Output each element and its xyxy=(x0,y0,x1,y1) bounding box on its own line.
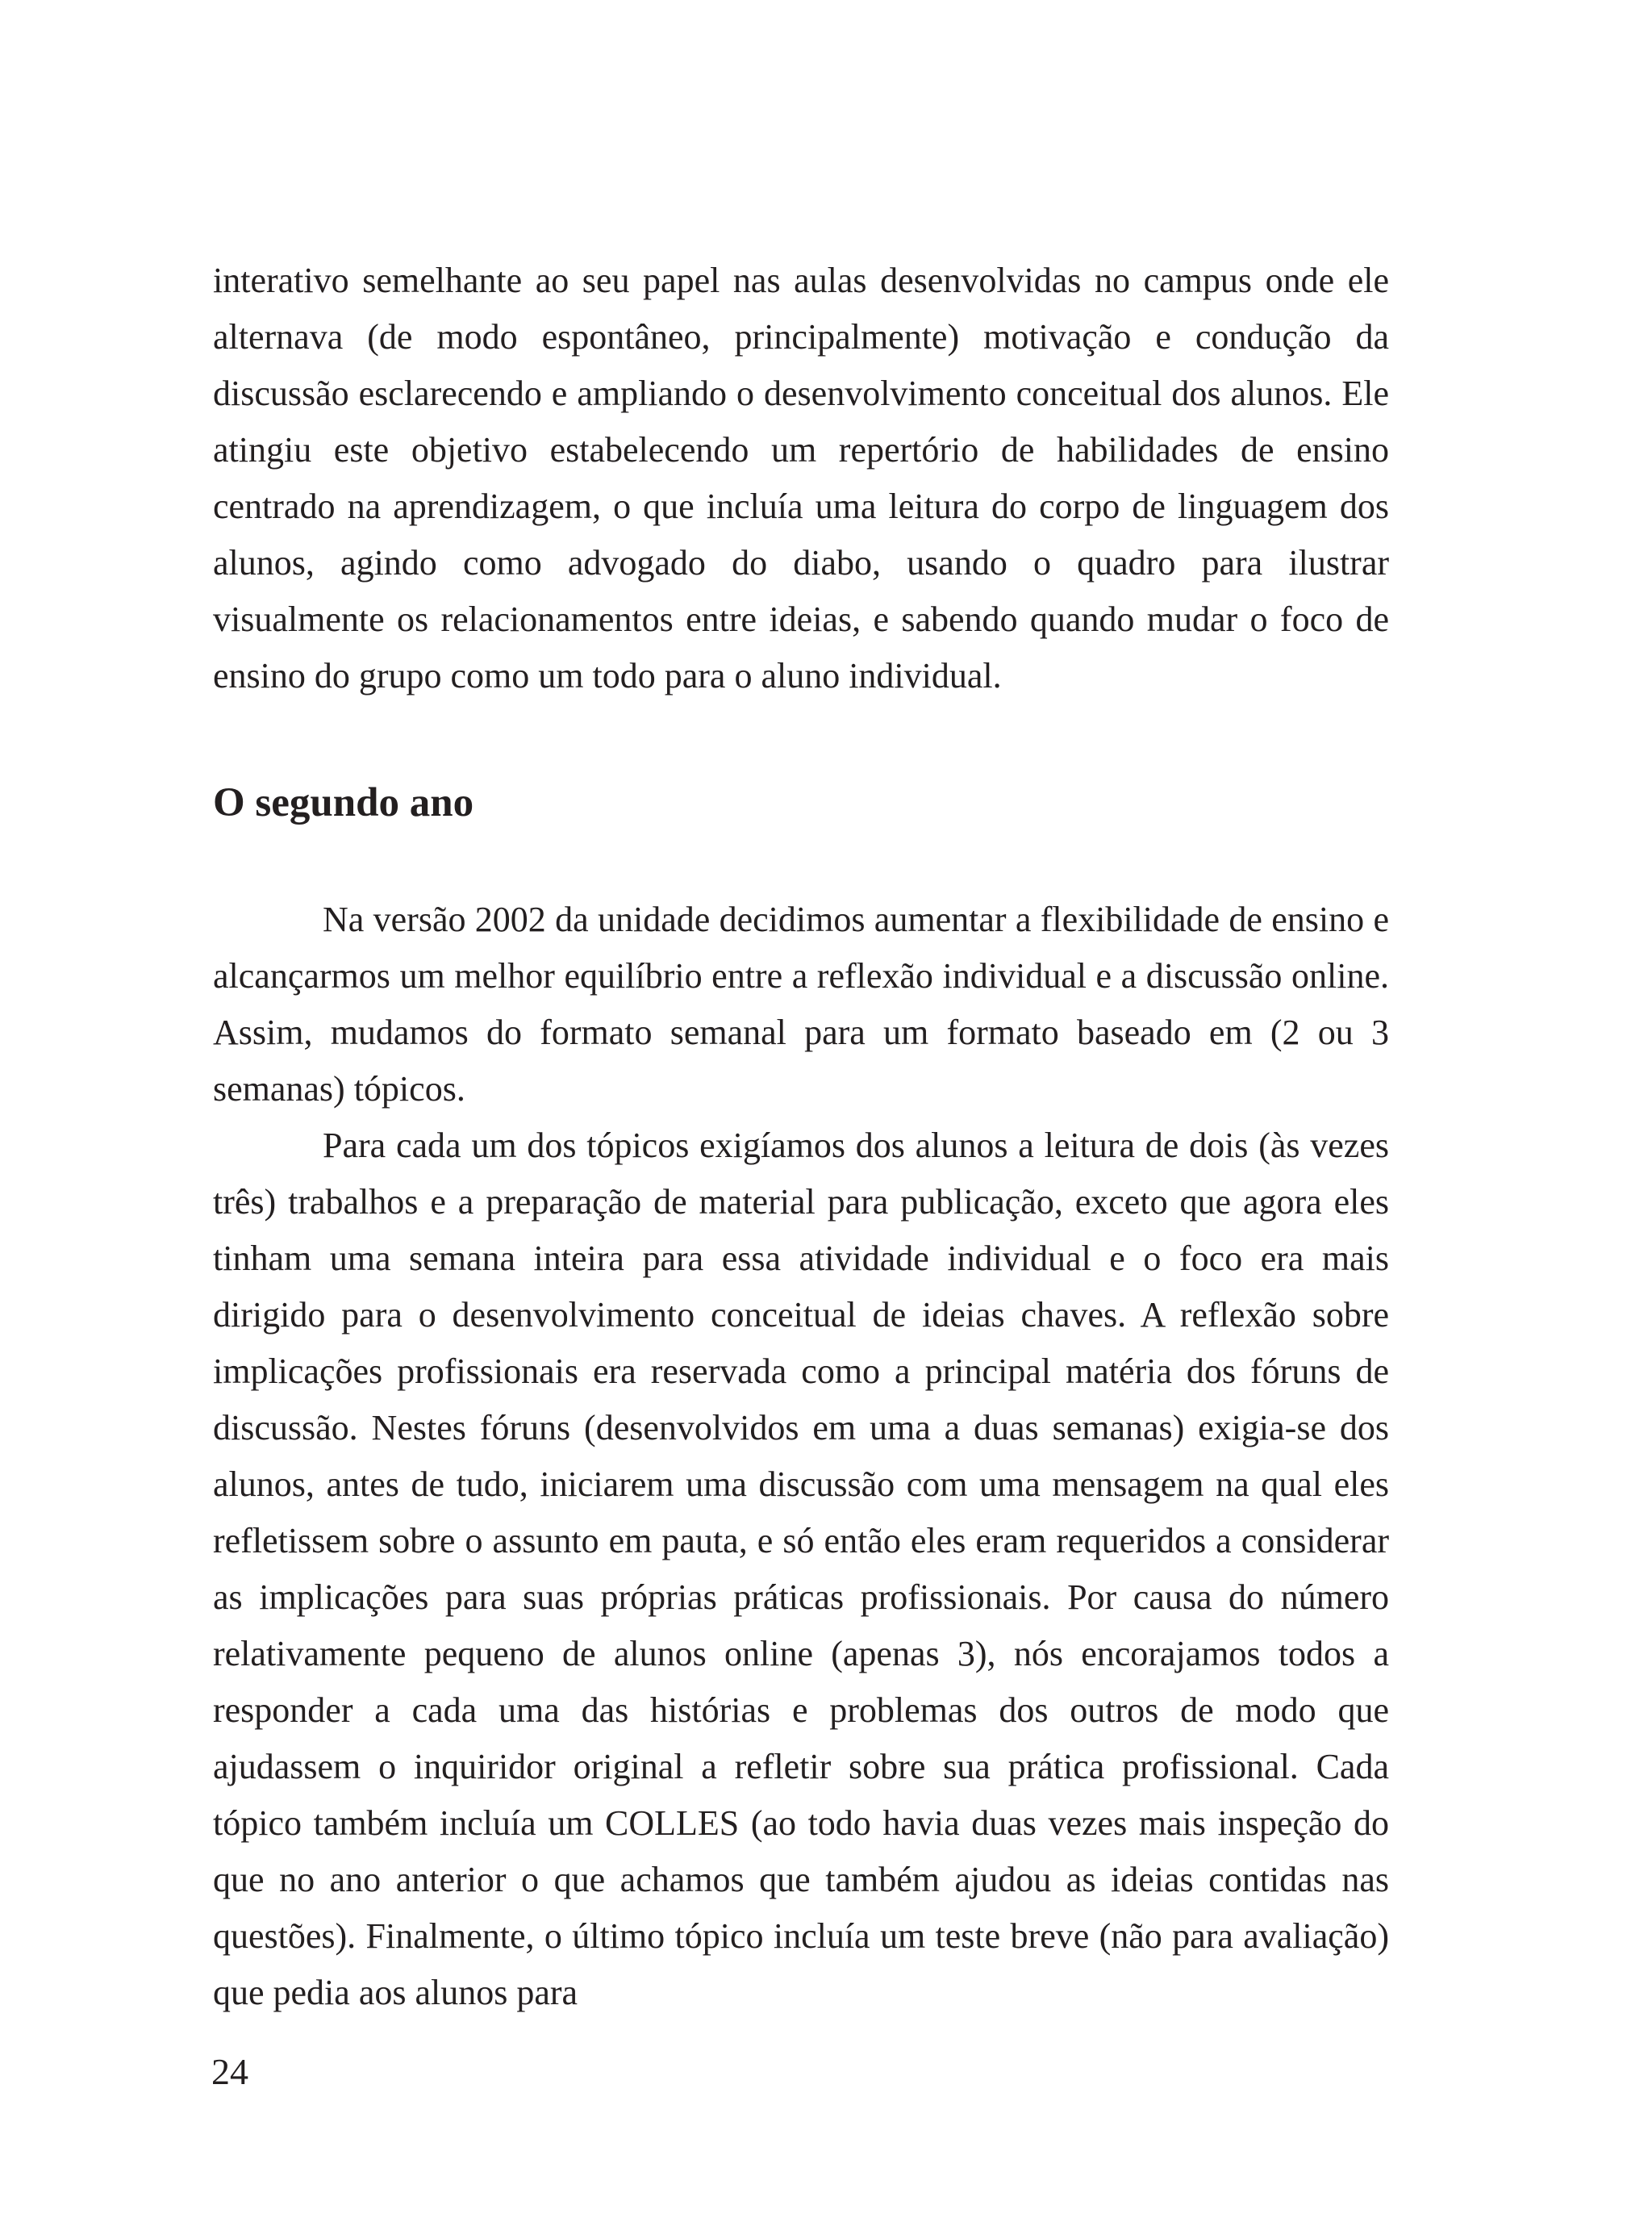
section-body xyxy=(213,892,1389,2021)
body-paragraph-2: Para cada um dos tópicos exigíamos dos alunos a leitura de dois (às vezes três) trabalhos e a preparação de material para publicação, exceto que agora eles tinham uma semana inteira para essa atividade individual e o foco era mais dirigido para o desenvolvimento conceitual de ideias chaves. A reflexão sobre implicações profissionais era reservada como a principal matéria dos fóruns de discussão. Nestes fóruns (desenvolvidos em uma a duas semanas) exigia-se dos alunos, antes de tudo, iniciarem uma discussão com uma mensagem na qual eles refletissem sobre o assunto em pauta, e só então eles eram requeridos a considerar as implicações para suas próprias práticas profissionais. Por causa do número relativamente pequeno de alunos online (apenas 3), nós encorajamos todos a responder a cada uma das histórias e problemas dos outros de modo que ajudassem o inquiridor original a refletir sobre sua prática profissional. Cada tópico também incluía um COLLES (ao todo havia duas vezes mais inspeção do que no ano anterior o que achamos que também ajudou as ideias contidas nas questões). Finalmente, o último tópico incluía um teste breve (não para avaliação) que pedia aos alunos para xyxy=(213,1126,1389,2012)
page-number: 24 xyxy=(211,2051,248,2092)
intro-paragraph: interativo semelhante ao seu papel nas aulas desenvolvidas no campus onde ele alternava (de modo espontâneo, principalmente) motivação e condução da discussão esclarecendo e ampliando o desenvolvimento conceitual dos alunos. Ele atingiu este objetivo estabelecendo um repertório de habilidades de ensino centrado na aprendizagem, o que incluía uma leitura do corpo de linguagem dos alunos, agindo como advogado do diabo, usando o quadro para ilustrar visualmente os relacionamentos entre ideias, e sabendo quando mudar o foco de ensino do grupo como um todo para o aluno individual. xyxy=(213,261,1389,696)
intro-text-block xyxy=(213,253,1389,704)
body-paragraph-1: Na versão 2002 da unidade decidimos aumentar a flexibilidade de ensino e alcançarmos um melhor equilíbrio entre a reflexão individual e a discussão online. Assim, mudamos do formato semanal para um formato baseado em (2 ou 3 semanas) tópicos. xyxy=(213,900,1389,1109)
section-heading: O segundo ano xyxy=(213,780,474,825)
